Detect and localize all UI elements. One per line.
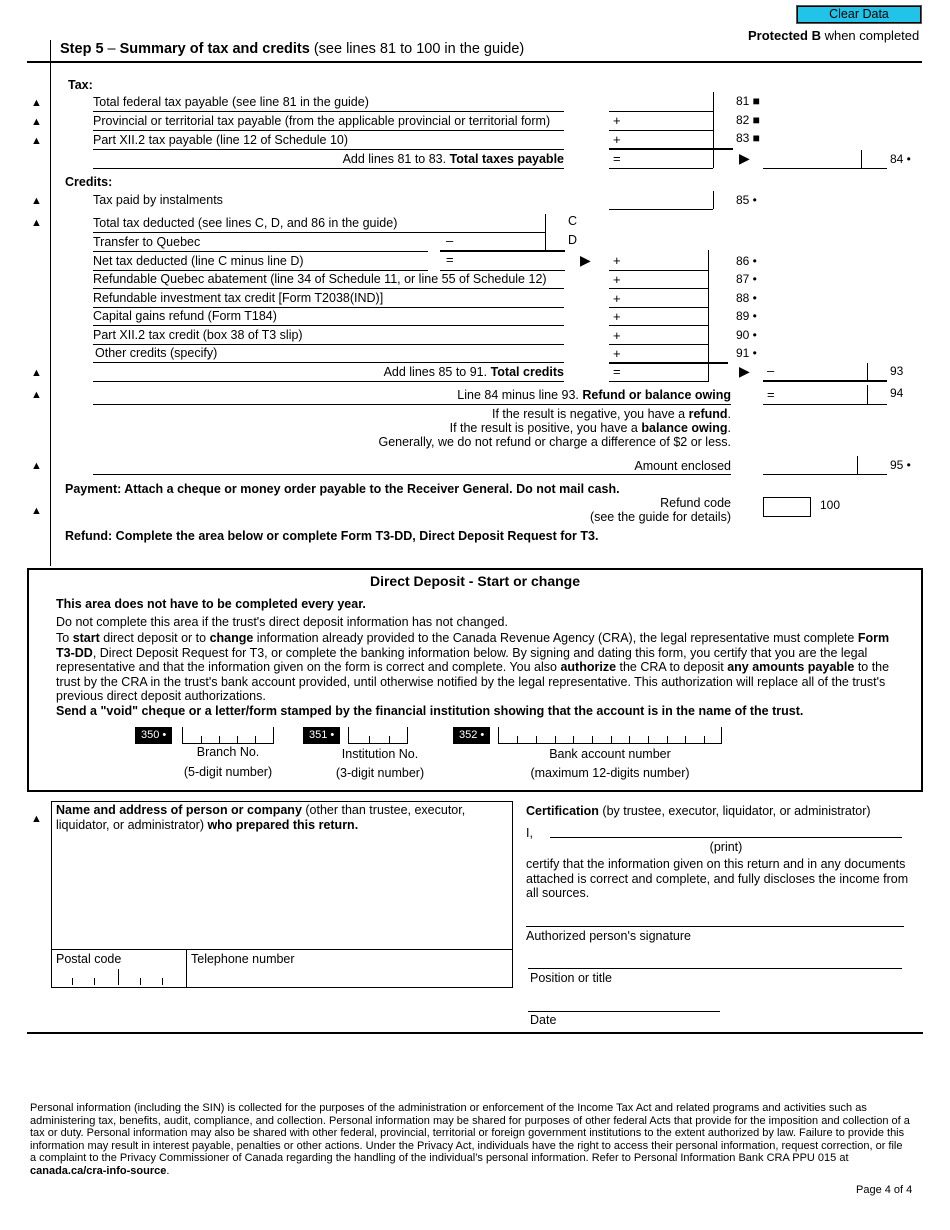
line-95-rule — [93, 474, 731, 475]
branch-code: 350 • — [135, 727, 172, 744]
line-86-net-rule — [440, 270, 565, 271]
line-91-label: Other credits (specify) — [95, 346, 218, 360]
positive-period: . — [727, 421, 731, 435]
date-label: Date — [530, 1013, 557, 1027]
line-93-input[interactable] — [780, 363, 867, 380]
line-87-rule — [93, 288, 564, 289]
line-82-plus: + — [613, 113, 621, 128]
step-title — [60, 41, 524, 57]
page-number: Page 4 of 4 — [856, 1184, 913, 1196]
refund-instruction: Refund: Complete the area below or complete Form T3-DD, Direct Deposit Request for T3. — [65, 529, 599, 543]
privacy-notice — [30, 1102, 910, 1177]
line-c-label: Total tax deducted (see lines C, D, and 86 in the guide) — [93, 216, 398, 230]
line-87-input-rule — [609, 288, 708, 289]
line-95-number: 95 • — [890, 458, 911, 472]
institution-label: Institution No. — [341, 747, 419, 761]
line-87-plus: + — [613, 272, 621, 287]
preparer-name-address-input[interactable] — [56, 836, 508, 946]
institution-number-field[interactable] — [348, 727, 408, 744]
line-83-rule — [93, 149, 564, 150]
line-82-label: Provincial or territorial tax payable (from the applicable provincial or territorial form) — [93, 114, 551, 128]
left-margin-rule — [50, 40, 51, 566]
line-85-divider — [713, 191, 714, 209]
position-input[interactable] — [528, 950, 902, 968]
line-88-plus: + — [613, 291, 621, 306]
deposit-change-word: change — [209, 631, 254, 645]
line-d-letter: D — [568, 233, 578, 247]
certification-text: certify that the information given on this return and in any documents attached is correct and complete, and fully discloses the income from all sources. — [526, 857, 909, 900]
date-rule — [528, 1011, 720, 1012]
branch-note: (5-digit number) — [183, 765, 273, 779]
account-number-field[interactable] — [498, 727, 722, 744]
line-93-label-bold: Total credits — [490, 365, 564, 379]
step-number: Step 5 — [60, 41, 104, 57]
line-93-rule — [93, 381, 564, 382]
line-86-arrow-icon: ▶ — [580, 252, 591, 268]
line-87-label: Refundable Quebec abatement (line 34 of Schedule 11, or line 55 of Schedule 12) — [93, 272, 547, 286]
positive-result-note — [300, 421, 731, 435]
refund-code-input[interactable] — [763, 497, 811, 517]
payment-instruction: Payment: Attach a cheque or money order payable to the Receiver General. Do not mail cash. — [65, 482, 620, 496]
line-86-plus: + — [613, 253, 621, 268]
step-header-rule — [27, 61, 922, 63]
line-94-number: 94 — [890, 386, 904, 400]
preparer-title-bold: Name and address of person or company — [56, 803, 302, 817]
line-90-label: Part XII.2 tax credit (box 38 of T3 slip) — [93, 328, 303, 342]
line-89-input-rule — [609, 325, 708, 326]
triangle-marker-93: ▲ — [31, 367, 42, 379]
line-94-rule — [93, 404, 731, 405]
positive-result-text: If the result is positive, you have a — [449, 421, 642, 435]
triangle-marker-preparer: ▲ — [31, 813, 42, 825]
step-heading: Summary of tax and credits — [119, 41, 310, 57]
line-84-sum-rule — [609, 168, 713, 169]
signature-input[interactable] — [526, 908, 904, 926]
line-88-number: 88 • — [736, 291, 757, 305]
tax-heading: Tax: — [68, 78, 93, 92]
institution-note: (3-digit number) — [335, 766, 425, 780]
privacy-period: . — [166, 1164, 170, 1177]
institution-code: 351 • — [303, 727, 340, 744]
triangle-marker-85: ▲ — [31, 195, 42, 207]
account-label: Bank account number — [549, 747, 671, 761]
line-91-number: 91 • — [736, 346, 757, 360]
step-dash: – — [103, 41, 120, 57]
line-94-label-text: Line 84 minus line 93. — [457, 388, 583, 402]
line-85-input[interactable] — [609, 191, 713, 209]
line-84-label-text: Add lines 81 to 83. — [342, 152, 450, 166]
line-94-input-rule — [763, 404, 887, 405]
deposit-text-5: the CRA to deposit — [616, 660, 728, 674]
triangle-marker-82: ▲ — [31, 116, 42, 128]
general-note: Generally, we do not refund or charge a difference of $2 or less. — [378, 435, 731, 449]
certification-i: I, — [526, 826, 533, 840]
signature-label: Authorized person's signature — [526, 929, 691, 943]
deposit-text-1: To — [56, 631, 73, 645]
line-85-number: 85 • — [736, 193, 757, 207]
telephone-label: Telephone number — [191, 952, 295, 966]
line-85-input-rule — [609, 209, 713, 210]
line-81-input[interactable] — [609, 93, 713, 111]
deposit-do-not-note: Do not complete this area if the trust's direct deposit information has not changed. — [56, 615, 508, 629]
line-95-cents-divider — [857, 456, 858, 474]
step-note: (see lines 81 to 100 in the guide) — [309, 41, 525, 57]
line-86-number: 86 • — [736, 254, 757, 268]
certification-title-bold: Certification — [526, 804, 599, 818]
line-84-input-rule — [763, 168, 887, 169]
line-93-input-rule — [763, 380, 887, 382]
line-86-net-input[interactable] — [460, 252, 545, 270]
line-94-label — [400, 388, 731, 402]
line-89-input[interactable] — [625, 308, 708, 325]
preparer-title-bold2: who prepared this return. — [207, 817, 359, 832]
line-90-input[interactable] — [625, 327, 708, 344]
telephone-input[interactable] — [191, 968, 509, 986]
certification-name-input[interactable] — [550, 819, 902, 837]
triangle-marker-100: ▲ — [31, 505, 42, 517]
refund-code-number: 100 — [820, 498, 841, 512]
line-84-label — [300, 152, 564, 166]
line-94-input[interactable] — [780, 385, 867, 404]
privacy-text: Personal information (including the SIN) is collected for the purposes of the administration or enforcement of the Income Tax Act and related programs and activities such as administering tax, benefits, audit, compliance, and collection. Personal information may be shared for purposes of other federal Acts that provide for the imposition and collection of a tax or duty. Personal information may also be shared with other federal, provincial, territorial or foreign government institutions to the extent authorized by law. Failure to provide this information may result in interest payable, penalties or other actions. Under the Privacy Act, individuals have the right to access their personal information, request correction, or file a complaint to the Privacy Commissioner of Canada regarding the handling of the individual’s personal information. Refer to Personal Information Bank CRA PPU 015 at — [30, 1102, 910, 1164]
line-88-rule — [93, 307, 564, 308]
bottom-section-rule — [27, 1032, 923, 1034]
line-95-input-rule — [763, 474, 887, 475]
signature-rule — [526, 926, 904, 927]
line-84-arrow-icon: ▶ — [739, 150, 750, 166]
deposit-text-2: direct deposit or to — [99, 631, 210, 645]
refund-code-note: (see the guide for details) — [589, 510, 731, 524]
line-d-input[interactable] — [460, 233, 545, 250]
postal-code-field[interactable] — [72, 969, 168, 985]
line-84-input[interactable] — [763, 150, 861, 168]
account-note: (maximum 12-digits number) — [530, 766, 690, 780]
position-label: Position or title — [530, 971, 612, 985]
line-86-input[interactable] — [625, 252, 708, 270]
line-95-label: Amount enclosed — [634, 459, 731, 473]
line-87-input[interactable] — [625, 271, 708, 288]
deposit-text-6: to the trust by the CRA in the trust's bank account provided, until otherwise notified by the legal representative. This authorization will replace all of the trust's previous direct deposit authorizations. — [56, 660, 890, 703]
col-divider-tax — [713, 92, 714, 168]
line-90-number: 90 • — [736, 328, 757, 342]
line-d-label: Transfer to Quebec — [93, 235, 201, 249]
deposit-send-instruction: Send a "void" cheque or a letter/form stamped by the financial institution showing that the account is in the name of the trust. — [56, 704, 804, 718]
negative-result-text: If the result is negative, you have a — [491, 407, 689, 421]
line-84-label-bold: Total taxes payable — [449, 152, 564, 166]
line-84-equals: = — [613, 151, 621, 166]
line-86-label: Net tax deducted (line C minus line D) — [93, 254, 304, 268]
line-84-cents-divider — [861, 150, 862, 168]
line-83-label: Part XII.2 tax payable (line 12 of Schedule 10) — [93, 133, 349, 147]
line-81-number: 81 ■ — [736, 94, 760, 108]
line-94-equals: = — [767, 387, 775, 402]
line-91-specify-input[interactable] — [222, 345, 564, 362]
line-90-plus: + — [613, 328, 621, 343]
balance-owing-word: balance owing — [641, 421, 728, 435]
postal-phone-divider — [186, 949, 187, 988]
line-84-number: 84 • — [890, 152, 911, 166]
triangle-marker-95: ▲ — [31, 460, 42, 472]
line-81-label: Total federal tax payable (see line 81 in the guide) — [93, 95, 369, 109]
line-85-label: Tax paid by instalments — [93, 193, 223, 207]
branch-label: Branch No. — [196, 745, 260, 759]
deposit-text-3: information already provided to the Canada Revenue Agency (CRA), the legal representative must complete — [253, 631, 858, 645]
line-82-number: 82 ■ — [736, 113, 760, 127]
line-93-number: 93 — [890, 364, 904, 378]
line-89-rule — [93, 325, 564, 326]
certification-print-label: (print) — [709, 840, 743, 854]
protected-b-note — [748, 28, 919, 43]
postal-code-label: Postal code — [56, 952, 122, 966]
line-93-minus: – — [767, 363, 775, 378]
protected-b-rest: when completed — [820, 28, 920, 43]
protected-b-label: Protected B — [748, 28, 821, 43]
preparer-title — [56, 803, 496, 832]
line-95-input[interactable] — [763, 456, 857, 474]
line-93-cents-divider — [867, 363, 868, 380]
triangle-marker-81: ▲ — [31, 97, 42, 109]
refund-word: refund — [688, 407, 728, 421]
line-93-label-text: Add lines 85 to 91. — [383, 365, 491, 379]
deposit-not-every-year: This area does not have to be completed every year. — [56, 597, 366, 611]
line-93-arrow-icon: ▶ — [739, 363, 750, 379]
triangle-marker-c: ▲ — [31, 217, 42, 229]
line-d-rule — [93, 251, 428, 252]
line-91-input[interactable] — [625, 345, 708, 362]
branch-number-field[interactable] — [182, 727, 274, 744]
line-cd-divider — [545, 214, 546, 250]
direct-deposit-title: Direct Deposit - Start or change — [369, 573, 581, 589]
line-93-label — [300, 365, 564, 379]
line-87-number: 87 • — [736, 272, 757, 286]
line-86-rule — [93, 270, 428, 271]
line-82-rule — [93, 130, 564, 131]
line-93-sum-rule — [609, 381, 708, 382]
refund-code-label: Refund code — [660, 496, 731, 510]
line-d-minus: – — [446, 233, 454, 248]
line-83-input-rule — [609, 148, 733, 150]
line-91-input-rule — [609, 362, 728, 364]
position-rule — [528, 968, 902, 969]
line-c-letter: C — [568, 214, 578, 228]
line-88-label: Refundable investment tax credit [Form T2038(IND)] — [93, 291, 384, 305]
line-94-label-bold: Refund or balance owing — [582, 388, 731, 402]
negative-period: . — [727, 407, 731, 421]
line-89-plus: + — [613, 309, 621, 324]
preparer-divider — [51, 949, 513, 950]
line-89-number: 89 • — [736, 309, 757, 323]
line-94-cents-divider — [867, 385, 868, 404]
account-code: 352 • — [453, 727, 490, 744]
line-93-equals: = — [613, 364, 621, 379]
line-89-label: Capital gains refund (Form T184) — [93, 309, 277, 323]
certification-title-plain: (by trustee, executor, liquidator, or administrator) — [598, 804, 871, 818]
triangle-marker-83: ▲ — [31, 135, 42, 147]
negative-result-note — [300, 407, 731, 421]
line-86-equals: = — [446, 252, 454, 267]
date-input[interactable] — [528, 993, 720, 1011]
deposit-amounts-payable: any amounts payable — [727, 660, 855, 674]
certification-title — [526, 804, 871, 818]
clear-data-button[interactable]: Clear Data — [797, 6, 921, 23]
deposit-start-word: start — [72, 631, 100, 645]
line-83-plus: + — [613, 132, 621, 147]
cra-info-source-link[interactable]: canada.ca/cra-info-source — [30, 1164, 167, 1177]
triangle-marker-94: ▲ — [31, 389, 42, 401]
line-c-input[interactable] — [440, 214, 545, 232]
line-91-plus: + — [613, 346, 621, 361]
deposit-text-4: , Direct Deposit Request for T3, or complete the banking information below. By signing and dating this form, you certify that you are the legal representative and that the information given on the form is correct and complete. You also — [56, 645, 868, 674]
deposit-paragraph — [56, 631, 891, 704]
line-83-number: 83 ■ — [736, 131, 760, 145]
credits-heading: Credits: — [65, 175, 113, 189]
line-82-input[interactable] — [625, 112, 713, 130]
certification-name-rule — [550, 837, 902, 838]
deposit-authorize-word: authorize — [560, 660, 617, 674]
line-88-input[interactable] — [625, 290, 708, 307]
deposit-form-t3dd: Form T3-DD — [56, 631, 890, 660]
line-84-rule — [93, 168, 564, 169]
line-81-rule — [93, 111, 564, 112]
preparer-title-plain: (other than trustee, executor, liquidator, or administrator) — [56, 803, 466, 832]
line-91-rule — [93, 362, 564, 363]
line-83-input[interactable] — [625, 131, 713, 148]
